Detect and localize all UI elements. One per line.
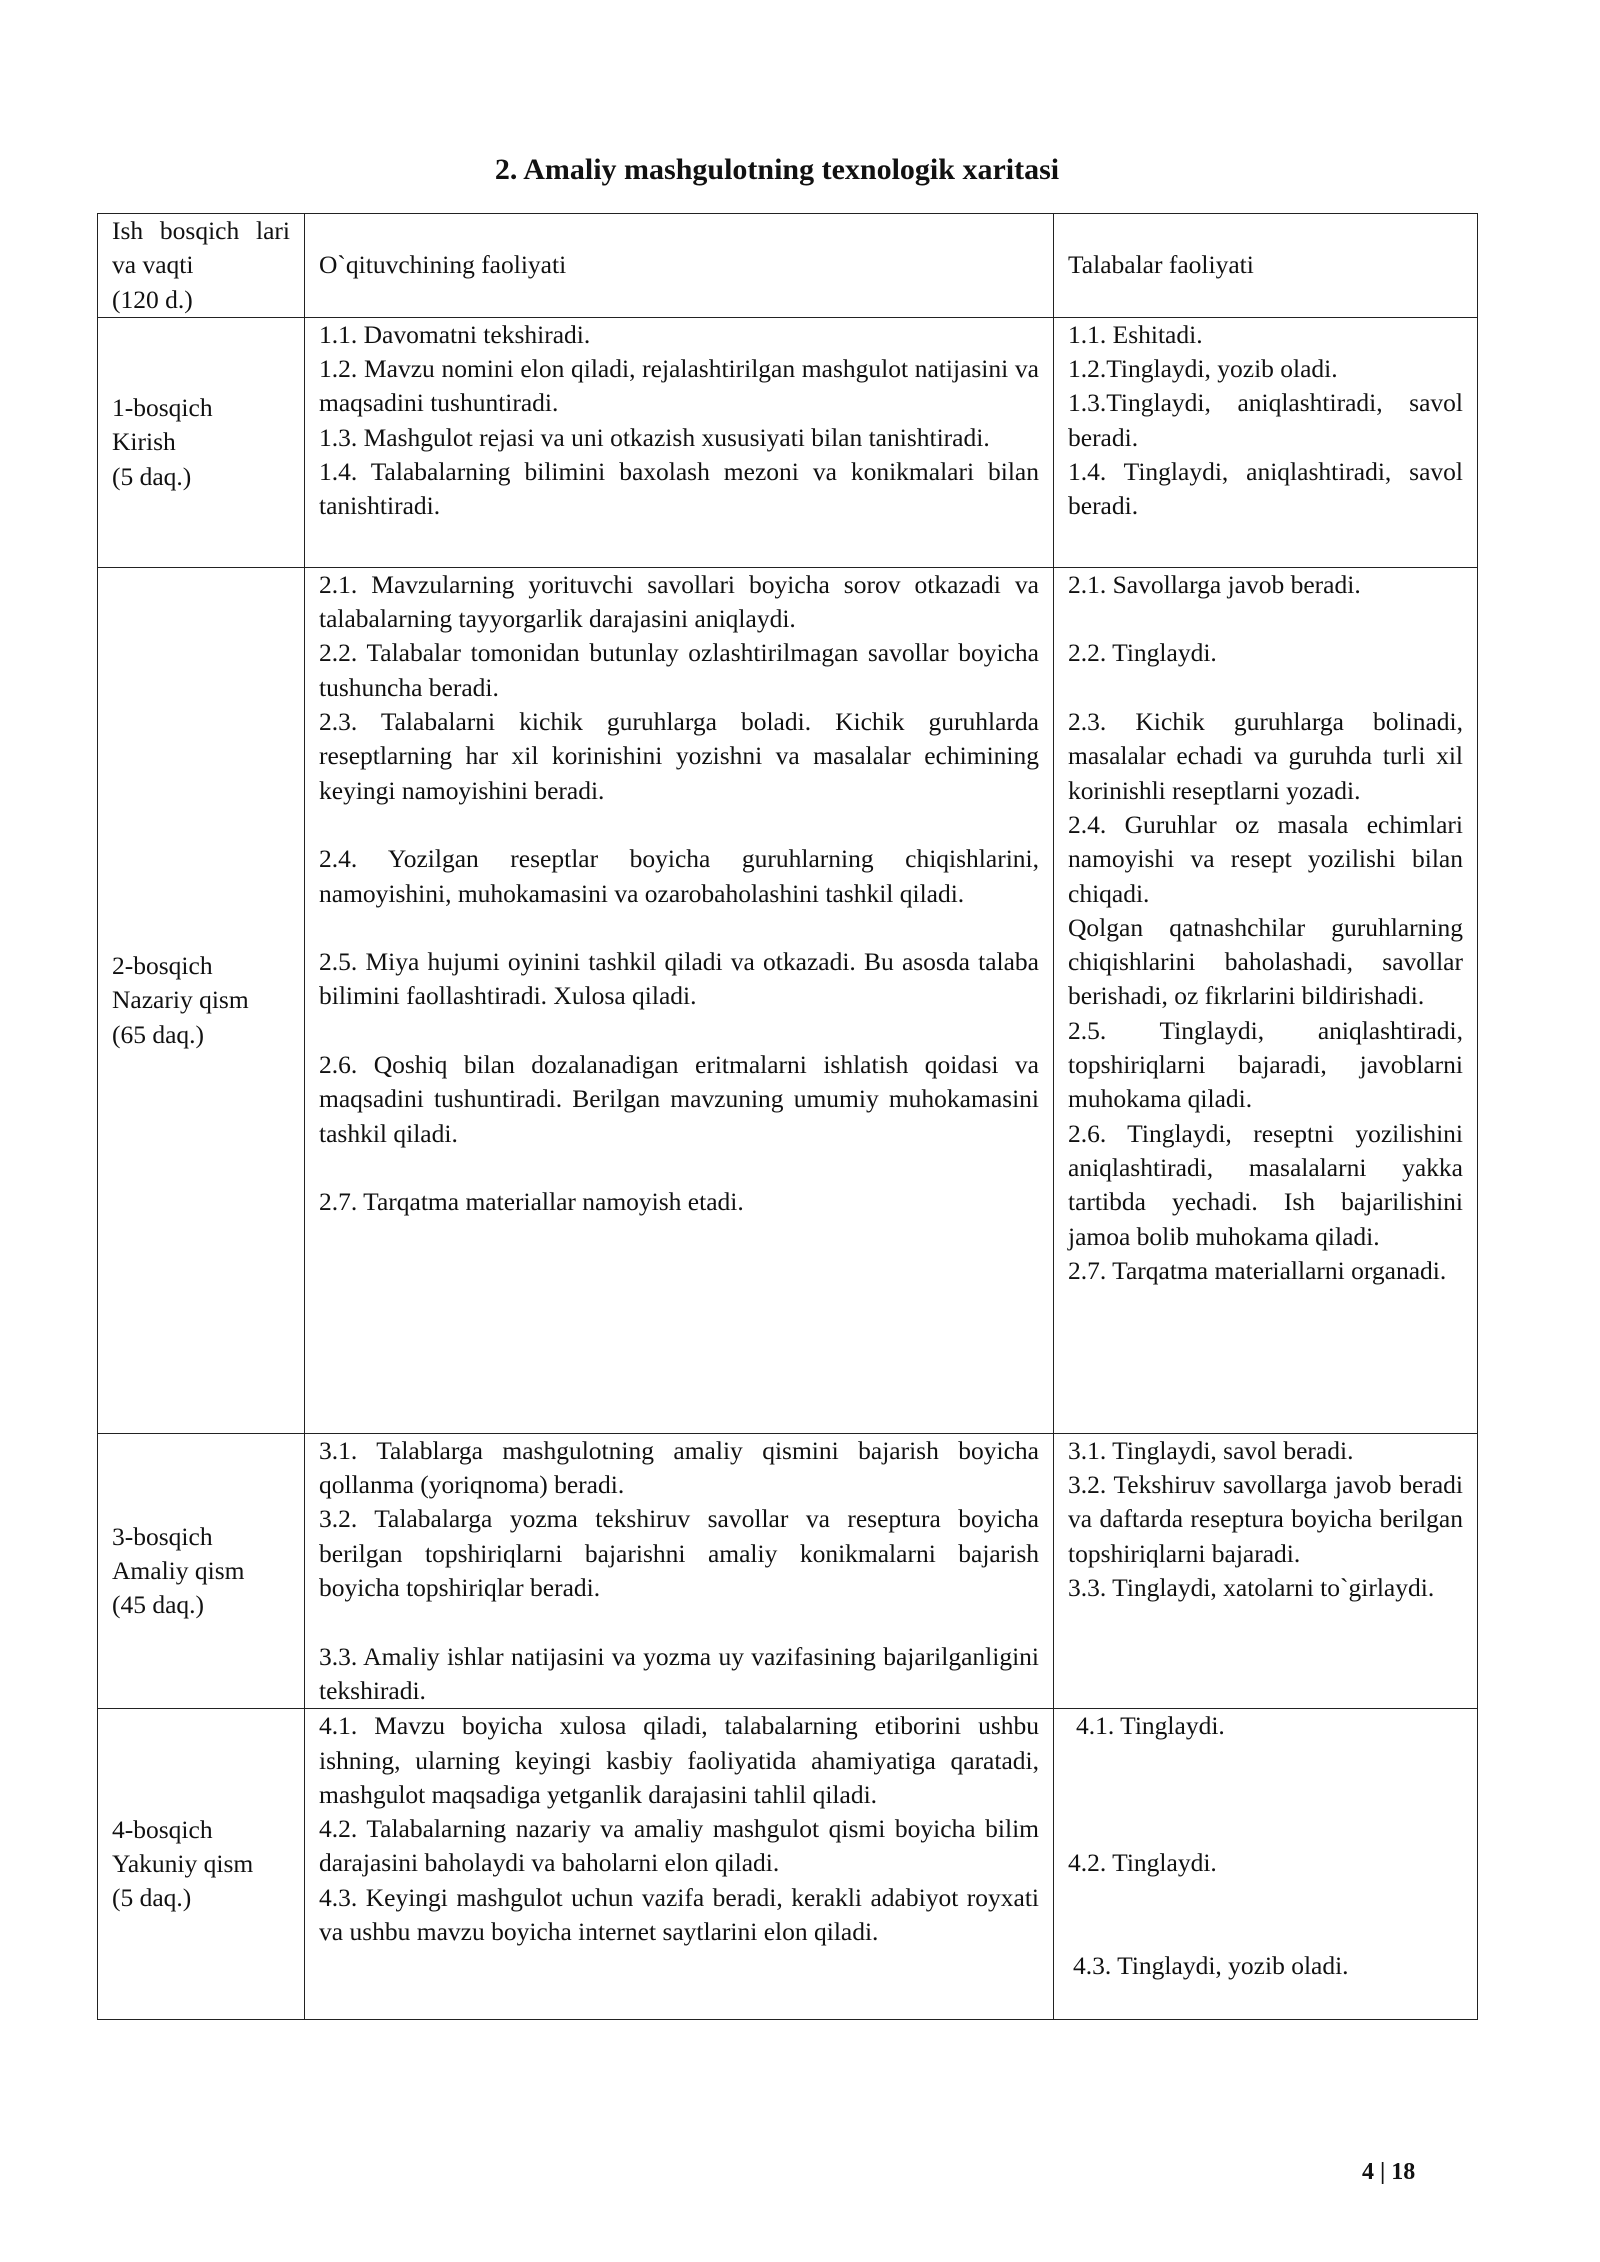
spacer bbox=[1068, 671, 1463, 705]
student-activity-cell bbox=[1054, 567, 1478, 1433]
teacher-item: 4.3. Keyingi mashgulot uchun vazifa beradi, kerakli adabiyot royxati va ushbu mavzu boyicha internet saytlarini elon qiladi. bbox=[319, 1882, 1039, 1947]
spacer bbox=[319, 808, 1039, 842]
spacer bbox=[319, 1014, 1039, 1048]
stage-cell bbox=[98, 317, 305, 567]
header-stages-time: (120 d.) bbox=[112, 284, 193, 314]
stage-cell bbox=[98, 1709, 305, 2020]
teacher-item: 1.3. Mashgulot rejasi va uni otkazish xususiyati bilan tanishtiradi. bbox=[319, 422, 990, 452]
spacer bbox=[1068, 1881, 1463, 1915]
student-item: 2.4. Guruhlar oz masala echimlari namoyishi va resept yozilishi bilan chiqadi. bbox=[1068, 809, 1463, 908]
student-item: 2.1. Savollarga javob beradi. bbox=[1068, 569, 1361, 599]
student-activity-cell bbox=[1054, 317, 1478, 567]
teacher-item: 2.4. Yozilgan reseptlar boyicha guruhlarning chiqishlarini, namoyishini, muhokamasini va ozarobaholashini tashkil qiladi. bbox=[319, 844, 1039, 908]
teacher-activity-cell bbox=[305, 1433, 1054, 1708]
teacher-item: 2.7. Tarqatma materiallar namoyish etadi. bbox=[319, 1187, 744, 1217]
teacher-item: 1.1. Davomatni tekshiradi. bbox=[319, 319, 591, 349]
student-item: 3.1. Tinglaydi, savol beradi. bbox=[1068, 1435, 1354, 1465]
teacher-item: 2.1. Mavzularning yorituvchi savollari boyicha sorov otkazadi va talabalarning tayyorgarlik darajasini aniqlaydi. bbox=[319, 569, 1039, 634]
spacer bbox=[319, 1151, 1039, 1185]
student-item: 1.2.Tinglaydi, yozib oladi. bbox=[1068, 354, 1338, 384]
student-item: 1.4. Tinglaydi, aniqlashtiradi, savol beradi. bbox=[1068, 457, 1463, 521]
teacher-item: 2.3. Talabalarni kichik guruhlarga boladi. Kichik guruhlarda reseptlarning har xil korinishini yozishni va masalalar echimining keyingi namoyishini beradi. bbox=[319, 707, 1039, 805]
student-item: Qolgan qatnashchilar guruhlarning chiqishlarini baholashadi, savollar berishadi, oz fikrlarini bildirishadi. bbox=[1068, 912, 1463, 1011]
table-row bbox=[98, 1433, 1478, 1708]
spacer bbox=[1068, 1778, 1463, 1812]
stage-title: Amaliy qism bbox=[112, 1555, 245, 1585]
student-item: 3.3. Tinglaydi, xatolarni to`girlaydi. bbox=[1068, 1573, 1435, 1603]
student-item: 1.3.Tinglaydi, aniqlashtiradi, savol beradi. bbox=[1068, 388, 1463, 452]
teacher-activity-cell bbox=[305, 567, 1054, 1433]
student-item: 2.7. Tarqatma materiallarni organadi. bbox=[1068, 1255, 1447, 1285]
stage-name: 2-bosqich bbox=[112, 950, 213, 980]
header-stages-label: Ish bosqich lari va vaqti bbox=[112, 216, 290, 280]
spacer bbox=[319, 911, 1039, 945]
teacher-item: 1.2. Mavzu nomini elon qiladi, rejalashtirilgan mashgulot natijasini va maqsadini tushuntiradi. bbox=[319, 354, 1039, 418]
student-item: 4.3. Tinglaydi, yozib oladi. bbox=[1073, 1951, 1349, 1981]
teacher-item: 4.2. Talabalarning nazariy va amaliy mashgulot qismi boyicha bilim darajasini baholaydi va baholarni elon qiladi. bbox=[319, 1814, 1039, 1878]
stage-name: 4-bosqich bbox=[112, 1814, 213, 1844]
stage-title: Nazariy qism bbox=[112, 985, 249, 1015]
stage-duration: (5 daq.) bbox=[112, 1883, 192, 1913]
teacher-item: 2.5. Miya hujumi oyinini tashkil qiladi va otkazadi. Bu asosda talaba bilimini faollashtiradi. Xulosa qiladi. bbox=[319, 947, 1039, 1011]
spacer bbox=[1068, 1744, 1463, 1778]
spacer bbox=[1068, 1915, 1463, 1949]
spacer bbox=[1068, 602, 1463, 636]
stage-duration: (65 daq.) bbox=[112, 1019, 205, 1049]
teacher-item: 3.2. Talabalarga yozma tekshiruv savollar va reseptura boyicha berilgan topshiriqlarni bajarishni amaliy konikmalarni bajarish boyicha topshiriqlar beradi. bbox=[319, 1504, 1039, 1603]
stage-name: 3-bosqich bbox=[112, 1521, 213, 1551]
stage-duration: (45 daq.) bbox=[112, 1590, 205, 1620]
teacher-activity-cell bbox=[305, 1709, 1054, 2020]
teacher-item: 2.2. Talabalar tomonidan butunlay ozlashtirilmagan savollar boyicha tushuncha beradi. bbox=[319, 638, 1039, 702]
header-students: Talabalar faoliyati bbox=[1054, 214, 1478, 318]
stage-title: Yakuniy qism bbox=[112, 1849, 254, 1879]
student-item: 1.1. Eshitadi. bbox=[1068, 319, 1203, 349]
teacher-item: 2.6. Qoshiq bilan dozalanadigan eritmalarni ishlatish qoidasi va maqsadini tushuntiradi. Berilgan mavzuning umumiy muhokamasini tashkil qiladi. bbox=[319, 1050, 1039, 1148]
teacher-item: 1.4. Talabalarning bilimini baxolash mezoni va konikmalari bilan tanishtiradi. bbox=[319, 457, 1039, 521]
spacer bbox=[1068, 1812, 1463, 1846]
table-row bbox=[98, 317, 1478, 567]
teacher-item: 3.1. Talablarga mashgulotning amaliy qismini bajarish boyicha qollanma (yoriqnoma) beradi. bbox=[319, 1435, 1039, 1500]
student-item: 4.2. Tinglaydi. bbox=[1068, 1848, 1217, 1878]
teacher-item: 3.3. Amaliy ishlar natijasini va yozma uy vazifasining bajarilganligini tekshiradi. bbox=[319, 1641, 1039, 1705]
stage-title: Kirish bbox=[112, 427, 176, 457]
table-row bbox=[98, 567, 1478, 1433]
teacher-activity-cell bbox=[305, 317, 1054, 567]
stage-cell bbox=[98, 1433, 305, 1708]
stage-cell bbox=[98, 567, 305, 1433]
stage-duration: (5 daq.) bbox=[112, 461, 192, 491]
student-item: 3.2. Tekshiruv savollarga javob beradi va daftarda reseptura boyicha berilgan topshiriqlarni bajaradi. bbox=[1068, 1470, 1463, 1568]
stage-name: 1-bosqich bbox=[112, 392, 213, 422]
table-header-row bbox=[98, 214, 1478, 318]
student-activity-cell bbox=[1054, 1709, 1478, 2020]
page-title: 2. Amaliy mashgulotning texnologik xaritasi bbox=[494, 153, 1060, 186]
student-item: 4.1. Tinglaydi. bbox=[1076, 1711, 1225, 1741]
spacer bbox=[319, 1605, 1039, 1639]
technology-map-table bbox=[97, 213, 1478, 2020]
student-item: 2.2. Tinglaydi. bbox=[1068, 638, 1217, 668]
teacher-item: 4.1. Mavzu boyicha xulosa qiladi, talabalarning etiborini ushbu ishning, ularning keyingi kasbiy faoliyatida ahamiyatiga qaratadi, mashgulot maqsadiga yetganlik darajasini tahlil qiladi. bbox=[319, 1711, 1039, 1809]
page-number: 4 | 18 bbox=[1362, 2159, 1416, 2185]
header-stages bbox=[98, 214, 305, 318]
table-row bbox=[98, 1709, 1478, 2020]
student-item: 2.6. Tinglaydi, reseptni yozilishini aniqlashtiradi, masalalarni yakka tartibda yechadi. Ish bajarilishini jamoa bolib muhokama qiladi. bbox=[1068, 1118, 1463, 1251]
student-item: 2.3. Kichik guruhlarga bolinadi, masalalar echadi va guruhda turli xil korinishli reseptlarni yozadi. bbox=[1068, 707, 1463, 805]
student-activity-cell bbox=[1054, 1433, 1478, 1708]
header-teacher: O`qituvchining faoliyati bbox=[305, 214, 1054, 318]
student-item: 2.5. Tinglaydi, aniqlashtiradi, topshiriqlarni bajaradi, javoblarni muhokama qiladi. bbox=[1068, 1015, 1463, 1114]
